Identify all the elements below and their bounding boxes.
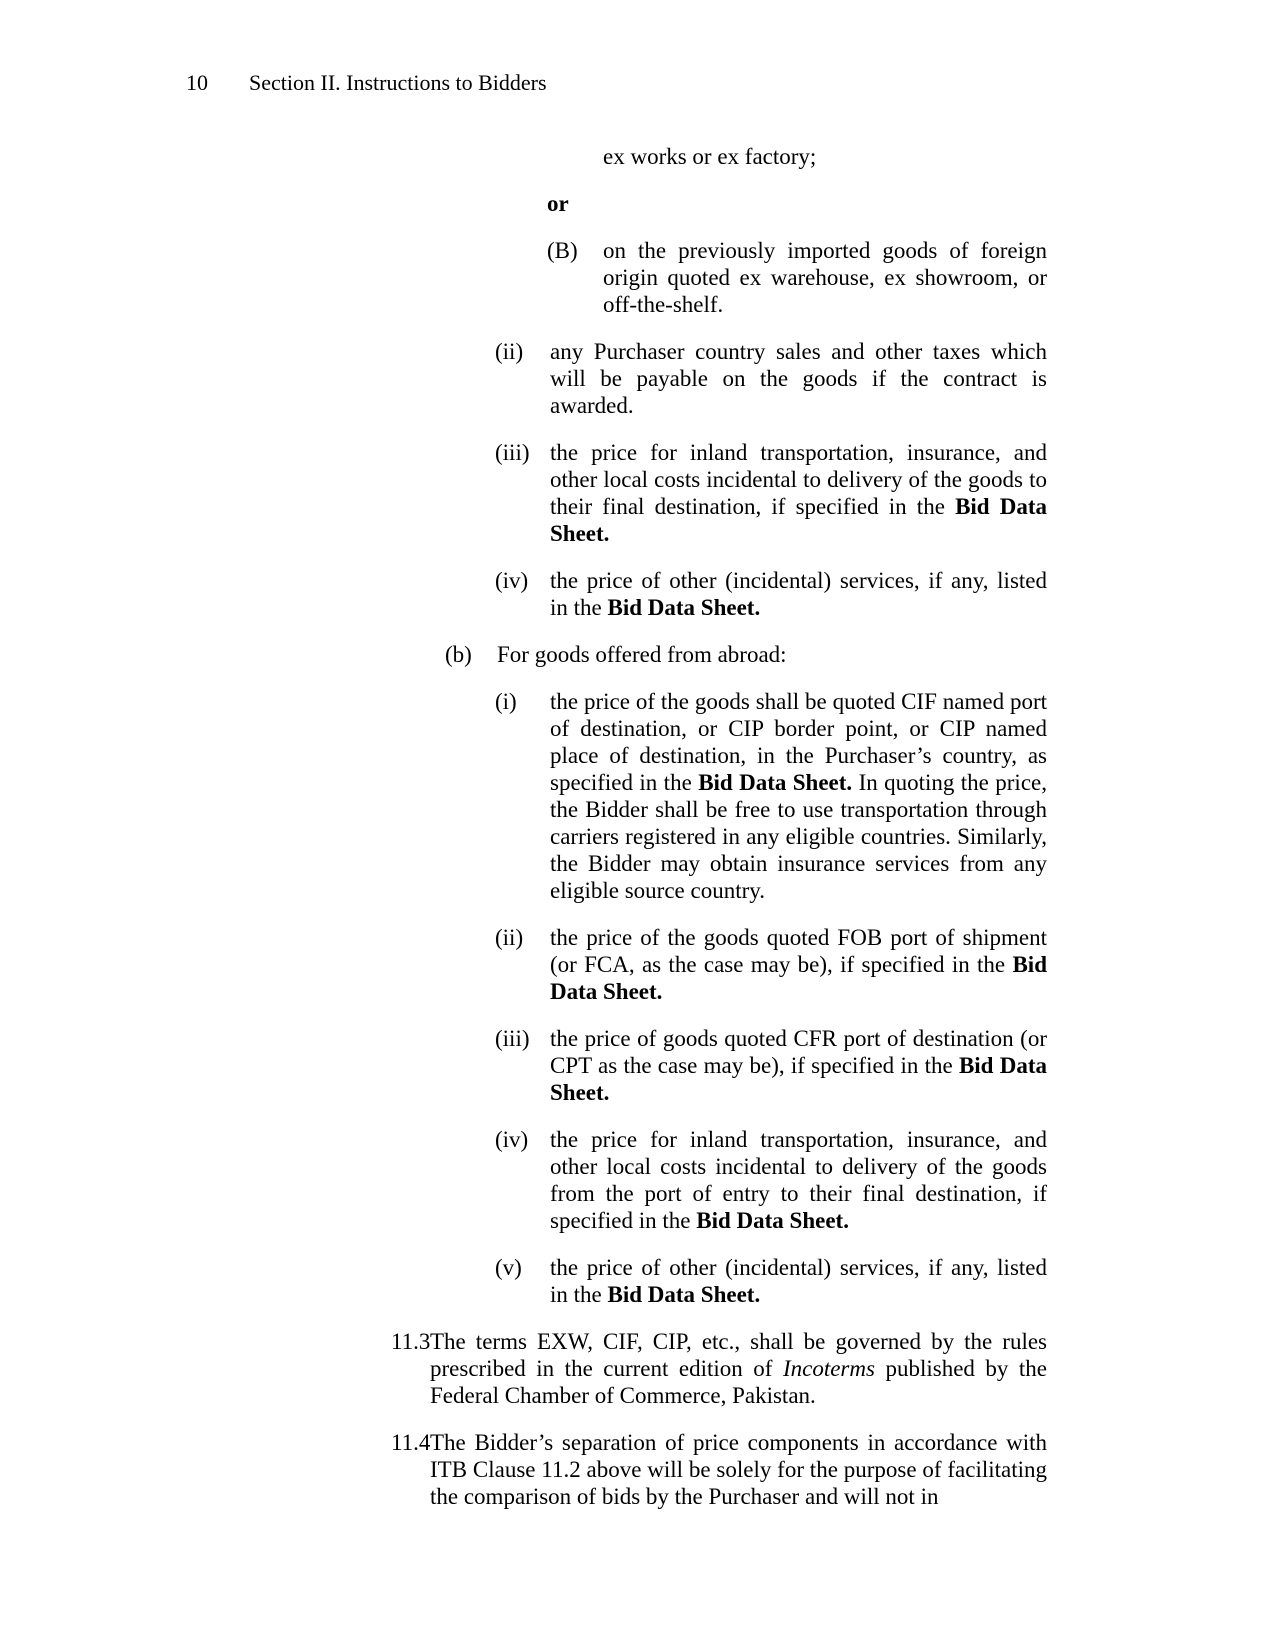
list-item-label: (iv) <box>495 568 529 593</box>
list-item-text: the price of goods quoted CFR port of destination (or CPT as the case may be), if specified in the Bid Data Sheet. <box>550 1026 1048 1105</box>
list-item-text: the price of other (incidental) services, if any, listed in the Bid Data Sheet. <box>550 1255 1047 1307</box>
clause-11-4 <box>0 1429 1275 1510</box>
list-item-label: (iv) <box>495 1127 529 1152</box>
list-item-b-iv <box>0 1126 1275 1234</box>
list-item-label: (b) <box>445 642 472 667</box>
list-item-text: For goods offered from abroad: <box>497 642 787 667</box>
clause-text: The Bidder’s separation of price components in accordance with ITB Clause 11.2 above will be solely for the purpose of facilitating the comparison of bids by the Purchaser and will not in <box>430 1430 1047 1509</box>
list-item-a-iii <box>0 439 1275 547</box>
list-item-b-v <box>0 1254 1275 1308</box>
list-item-text: the price of the goods shall be quoted CIF named port of destination, or CIP border point, or CIP named place of destination, in the Purchaser’s country, as specified in the Bid Data Sheet. In quoting the price, the Bidder shall be free to use transportation through carriers registered in any eligible countries. Similarly, the Bidder may obtain insurance services from any eligible source country. <box>550 689 1047 903</box>
list-item-B <box>0 237 1275 318</box>
clause-line-ex-works <box>0 143 1275 170</box>
clause-text: The terms EXW, CIF, CIP, etc., shall be governed by the rules prescribed in the current edition of Incoterms published by the Federal Chamber of Commerce, Pakistan. <box>430 1329 1048 1408</box>
list-item-label: (iii) <box>495 1026 530 1051</box>
list-item-b <box>0 641 1275 668</box>
list-item-label: (i) <box>495 689 517 714</box>
list-item-text: any Purchaser country sales and other taxes which will be payable on the goods if the contract is awarded. <box>550 339 1047 418</box>
clause-number: 11.3 <box>391 1329 431 1354</box>
list-item-label: (ii) <box>495 925 524 950</box>
list-item-a-iv <box>0 567 1275 621</box>
running-header-title: Section II. Instructions to Bidders <box>249 70 547 95</box>
list-item-text: the price of the goods quoted FOB port of shipment (or FCA, as the case may be), if specified in the Bid Data Sheet. <box>550 925 1047 1004</box>
clause-connector-or <box>0 190 1275 217</box>
list-item-a-ii <box>0 338 1275 419</box>
clause-11-3 <box>0 1328 1275 1409</box>
running-header <box>0 69 1275 96</box>
clause-text: ex works or ex factory; <box>603 144 817 169</box>
list-item-text: the price of other (incidental) services, if any, listed in the Bid Data Sheet. <box>550 568 1047 620</box>
clause-number: 11.4 <box>391 1430 431 1455</box>
list-item-text: the price for inland transportation, insurance, and other local costs incidental to delivery of the goods from the port of entry to their final destination, if specified in the Bid Data Sheet. <box>550 1127 1047 1233</box>
clause-text: or <box>547 191 569 216</box>
list-item-b-ii <box>0 924 1275 1005</box>
page-number: 10 <box>186 70 208 95</box>
list-item-label: (B) <box>547 238 578 263</box>
list-item-b-i <box>0 688 1275 904</box>
list-item-b-iii <box>0 1025 1275 1106</box>
list-item-label: (v) <box>495 1255 522 1280</box>
list-item-text: the price for inland transportation, insurance, and other local costs incidental to delivery of the goods to their final destination, if specified in the Bid Data Sheet. <box>550 440 1048 546</box>
list-item-text: on the previously imported goods of foreign origin quoted ex warehouse, ex showroom, or off-the-shelf. <box>603 238 1047 317</box>
list-item-label: (iii) <box>495 440 530 465</box>
list-item-label: (ii) <box>495 339 524 364</box>
